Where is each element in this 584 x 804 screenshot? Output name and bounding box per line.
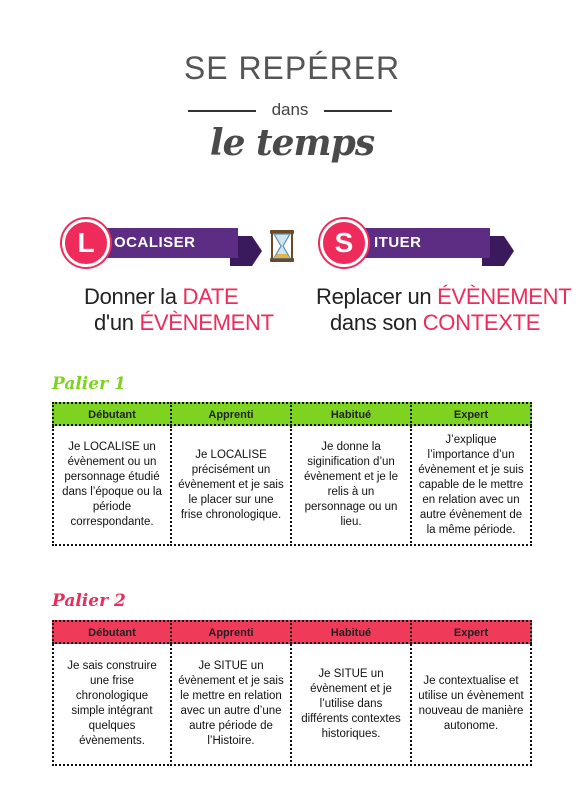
header-apprenti: Apprenti — [170, 620, 292, 644]
page-subtitle: le temps — [209, 122, 375, 164]
palier-1-title: Palier 1 — [52, 374, 126, 394]
cell-expert: J’explique l’importance d’un évènement et je suis capable de le mettre en relation avec un autre évènement de la même période. — [410, 426, 532, 546]
localiser-line-1 — [84, 284, 238, 310]
cell-apprenti: Je SITUE un évènement et je sais le mettre en relation avec un autre d’une autre période de l’Histoire. — [170, 644, 292, 766]
divider-line-right — [324, 110, 392, 112]
header-habitue: Habitué — [290, 620, 412, 644]
cell-debutant: Je sais construire une frise chronologique simple intégrant quelques évènements. — [52, 644, 172, 766]
localiser-badge: L — [62, 219, 110, 267]
situer-badge: S — [320, 219, 368, 267]
cell-apprenti: Je LOCALISE précisément un évènement et je sais le placer sur une frise chronologique. — [170, 426, 292, 546]
text: dans son — [330, 310, 423, 335]
palier-1-table — [52, 402, 532, 546]
situer-line-1 — [316, 284, 571, 310]
localiser-line-2 — [94, 310, 274, 336]
header-apprenti: Apprenti — [170, 402, 292, 426]
header-debutant: Débutant — [52, 402, 172, 426]
header-expert: Expert — [410, 402, 532, 426]
highlight: ÉVÈNEMENT — [139, 310, 274, 335]
ribbon-notch — [252, 236, 262, 266]
page-title: SE REPÉRER — [183, 50, 401, 86]
palier-2-table — [52, 620, 532, 766]
cell-expert: Je contextualise et utilise un évènement nouveau de manière autonome. — [410, 644, 532, 766]
hourglass-icon — [264, 228, 300, 264]
palier-2-title: Palier 2 — [52, 591, 126, 611]
text: Donner la — [84, 284, 183, 309]
situer-label: ITUER — [374, 234, 422, 251]
dans-word: dans — [271, 100, 309, 119]
text: Replacer un — [316, 284, 438, 309]
dans-divider — [188, 100, 392, 122]
highlight: CONTEXTE — [422, 310, 541, 335]
cell-habitue: Je donne la siginification d’un évènement et je le relis à un personnage ou un lieu. — [290, 426, 412, 546]
cell-habitue: Je SITUE un évènement et je l’utilise dans différents contextes historiques. — [290, 644, 412, 766]
text: d'un — [94, 310, 140, 335]
header-habitue: Habitué — [290, 402, 412, 426]
highlight: DATE — [182, 284, 239, 309]
highlight: ÉVÈNEMENT — [437, 284, 572, 309]
localiser-label: OCALISER — [114, 234, 196, 251]
header-expert: Expert — [410, 620, 532, 644]
situer-line-2 — [330, 310, 540, 336]
cell-debutant: Je LOCALISE un évènement ou un personnage étudié dans l’époque ou la période correspondante. — [52, 426, 172, 546]
ribbon-notch — [504, 236, 514, 266]
header-debutant: Débutant — [52, 620, 172, 644]
